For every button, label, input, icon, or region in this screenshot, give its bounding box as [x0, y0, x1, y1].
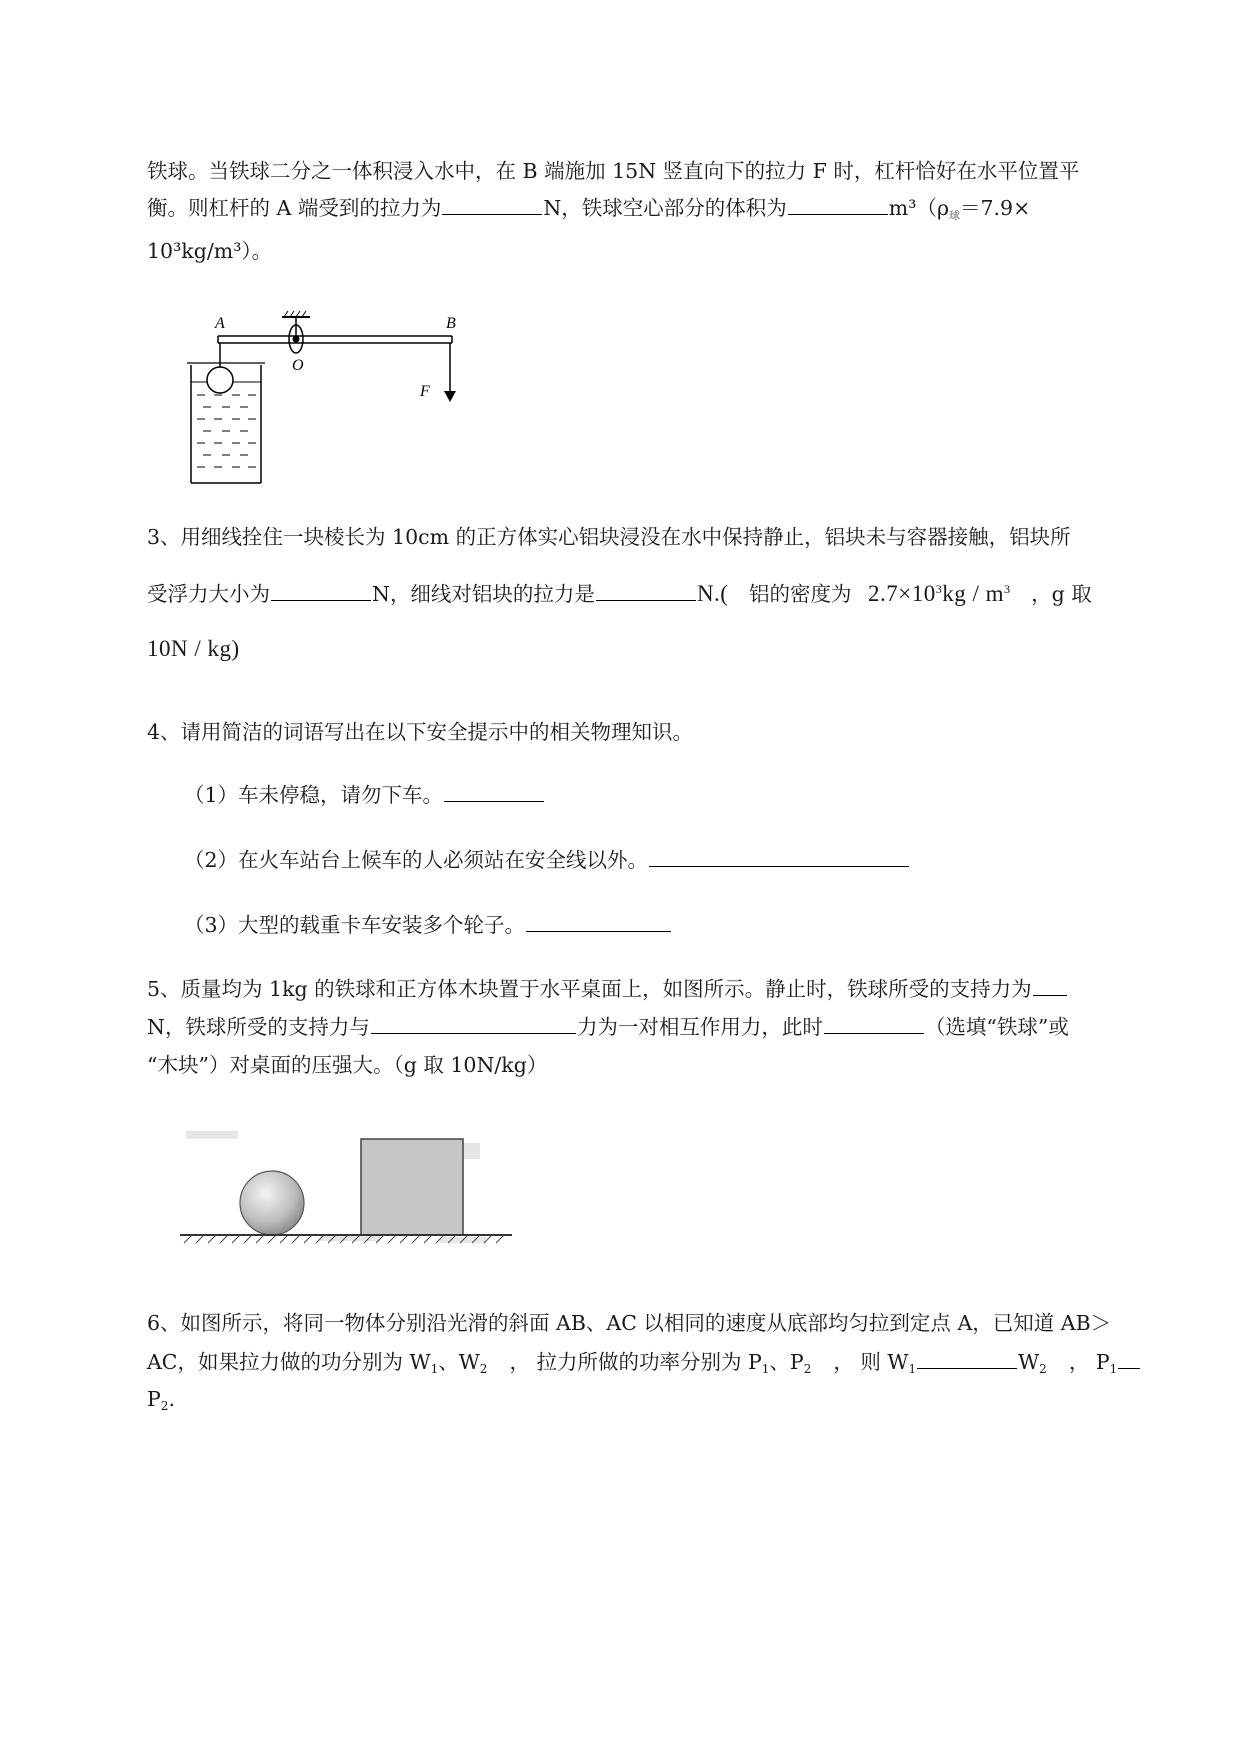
q6-text-1: 6、如图所示，将同一物体分别沿光滑的斜面 AB、AC 以相同的速度从底部均匀拉到定点 A，已知道 AB＞	[147, 1311, 1112, 1335]
q2-line-2	[147, 192, 1157, 231]
q5-blank-pressure[interactable]	[824, 1011, 924, 1034]
q6-sub-w1-b: 1	[908, 1362, 917, 1376]
q4-item-3-text: （3）大型的载重卡车安装多个轮子。	[184, 913, 526, 937]
q6-sub-p1: 1	[761, 1362, 770, 1376]
label-O: O	[292, 357, 304, 374]
q3-text-2g: ，g 取	[1031, 582, 1092, 606]
ball-block-figure	[180, 1125, 520, 1265]
q5-line-2	[147, 1011, 1157, 1042]
q6-text-2b: 、W	[438, 1350, 480, 1374]
q4-item-2	[184, 844, 1194, 875]
label-B: B	[446, 315, 456, 332]
q4-item-1-text: （1）车未停稳，请勿下车。	[184, 783, 444, 807]
q3-text-2b: N，细线对铝块的拉力是	[372, 582, 595, 606]
q5-text-2c: （选填“铁球”或	[924, 1015, 1069, 1039]
q6-text-2a: AC，如果拉力做的功分别为 W	[147, 1350, 431, 1374]
q3-unit-exponent: 3	[1004, 582, 1011, 596]
q2-text-2c: m³（ρ	[888, 196, 949, 220]
q6-text-3: P	[147, 1387, 161, 1411]
q5-text-3: “木块”）对桌面的压强大。（g 取 10N/kg）	[147, 1053, 548, 1077]
q2-text-2d: ＝7.9×	[960, 196, 1031, 220]
q2-blank-pull-force[interactable]	[442, 192, 542, 215]
q3-line-2	[147, 574, 1157, 609]
q3-blank-buoyancy[interactable]	[271, 578, 371, 601]
q4-item-2-text: （2）在火车站台上候车的人必须站在安全线以外。	[184, 848, 649, 872]
q6-text-2d: 、P	[769, 1350, 804, 1374]
q2-text-2b: N，铁球空心部分的体积为	[543, 196, 787, 220]
q3-density-exponent: 3	[935, 582, 943, 596]
q3-text-3: 10N / kg)	[147, 636, 240, 661]
q3-line-3	[147, 634, 1157, 664]
q4-blank-2[interactable]	[649, 844, 909, 867]
q4-blank-1[interactable]	[444, 779, 544, 802]
q6-line-3	[147, 1384, 1157, 1421]
q6-sub-w2: 2	[479, 1362, 488, 1376]
q6-sub-p2-b: 2	[160, 1399, 169, 1413]
q6-line-1	[147, 1308, 1157, 1338]
q3-text-2a: 受浮力大小为	[147, 582, 270, 606]
q4-blank-3[interactable]	[526, 909, 671, 932]
q3-blank-tension[interactable]	[596, 578, 696, 601]
q3-text-2d: 铝的密度为	[749, 582, 852, 606]
q6-sub-p1-b: 1	[1109, 1362, 1118, 1376]
q5-line-3	[147, 1050, 1157, 1080]
q2-text-3: 10³kg/m³）。	[147, 239, 273, 263]
q5-text-1: 5、质量均为 1kg 的铁球和正方体木块置于水平桌面上，如图所示。静止时，铁球所受的支持力为	[147, 977, 1032, 1001]
q3-density-value: 2.7×10	[868, 581, 936, 606]
q4-item-1	[184, 779, 1194, 810]
q4-text-1: 4、请用简洁的词语写出在以下安全提示中的相关物理知识。	[147, 720, 694, 744]
q4-item-3	[184, 909, 1194, 940]
q6-text-2f: W	[1018, 1350, 1040, 1374]
q6-sub-p2: 2	[803, 1362, 812, 1376]
q2-blank-hollow-volume[interactable]	[788, 192, 888, 215]
q3-text-2c: N.(	[696, 581, 729, 606]
q5-blank-reaction-force[interactable]	[371, 1011, 576, 1034]
q2-text-2a: 衡。则杠杆的 A 端受到的拉力为	[147, 196, 442, 220]
q6-sub-w1: 1	[430, 1362, 439, 1376]
q5-text-2a: N，铁球所受的支持力与	[147, 1015, 370, 1039]
q2-line-3	[147, 236, 1157, 266]
q4-line-1	[147, 717, 1157, 747]
q3-line-1	[147, 522, 1157, 552]
q5-blank-support-force[interactable]	[1033, 973, 1067, 996]
label-F: F	[420, 383, 430, 400]
q2-text-1: 铁球。当铁球二分之一体积浸入水中，在 B 端施加 15N 竖直向下的拉力 F 时，杠杆恰好在水平位置平	[147, 159, 1080, 183]
q5-text-2b: 力为一对相互作用力，此时	[576, 1015, 823, 1039]
q6-text-2e: ， 则 W	[833, 1350, 909, 1374]
q6-text-3-end: .	[168, 1387, 175, 1411]
q6-text-2g: ， P	[1068, 1350, 1110, 1374]
label-A: A	[215, 315, 225, 332]
q6-sub-w2-b: 2	[1039, 1362, 1047, 1376]
q5-line-1	[147, 973, 1157, 1004]
lever-figure	[170, 305, 470, 490]
q3-density-unit: kg / m	[942, 581, 1005, 606]
q2-line-1	[147, 156, 1157, 186]
q2-rho-subscript: 球	[949, 209, 960, 222]
q6-text-2c: ， 拉力所做的功率分别为 P	[509, 1350, 762, 1374]
q6-blank-work-compare[interactable]	[917, 1346, 1017, 1369]
q3-text-1: 3、用细线拴住一块棱长为 10cm 的正方体实心铝块浸没在水中保持静止，铝块未与容器接触，铝块所	[147, 525, 1071, 549]
q6-blank-power-compare[interactable]	[1118, 1346, 1140, 1369]
q6-line-2	[147, 1346, 1157, 1384]
